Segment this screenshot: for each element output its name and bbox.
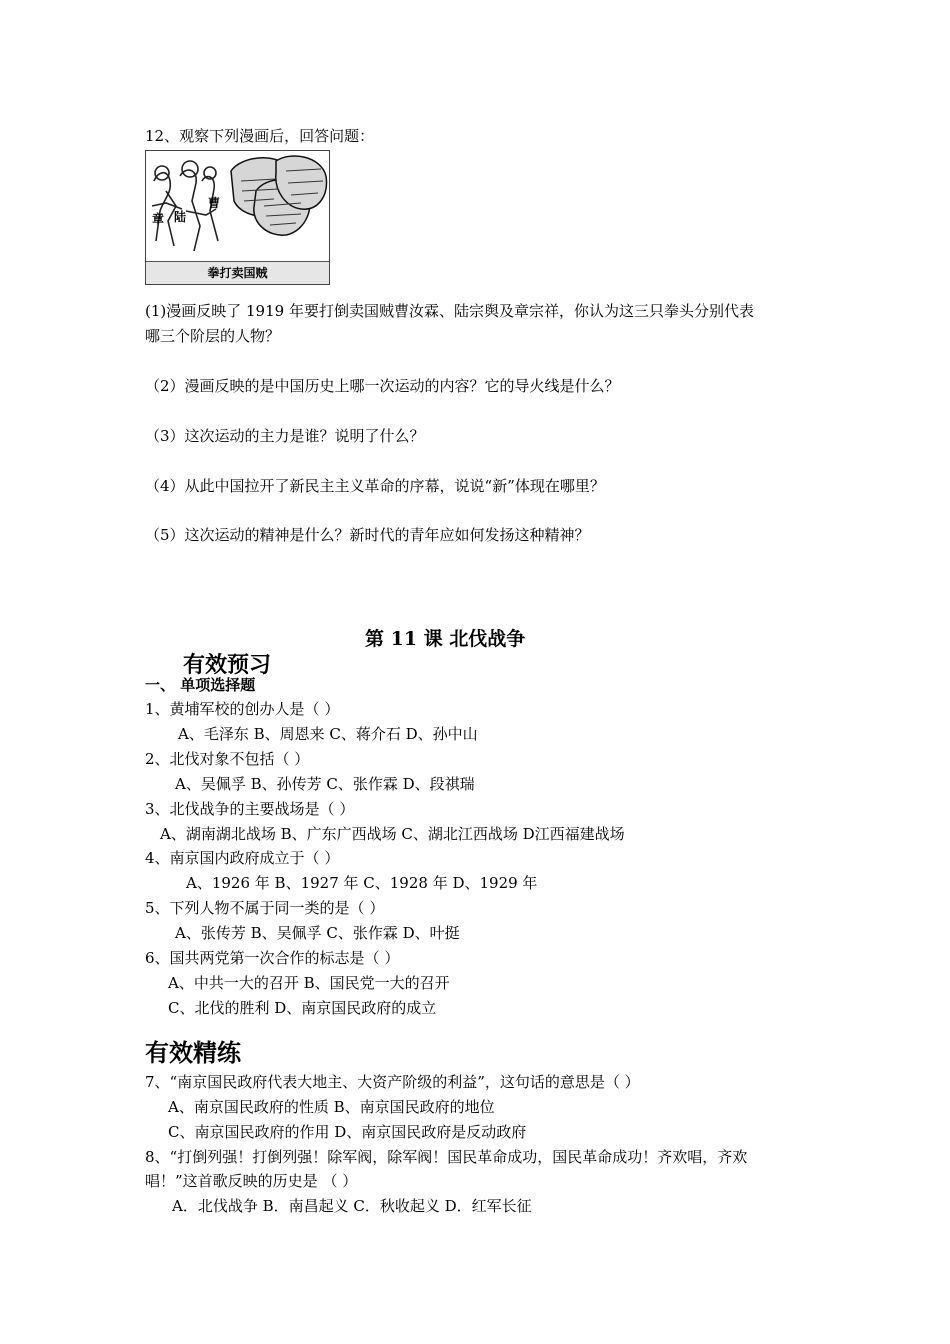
question-stem: 4、南京国内政府成立于（ ） <box>145 849 340 867</box>
practice-heading: 有效精练 <box>145 1039 241 1067</box>
label-lu: 陆 <box>174 210 187 224</box>
question-stem: 8、“打倒列强！打倒列强！除军阀，除军阀！国民革命成功，国民革命成功！齐欢唱，齐欢 <box>145 1148 748 1166</box>
q12-sub2: （2）漫画反映的是中国历史上哪一次运动的内容？它的导火线是什么？ <box>145 377 620 395</box>
question-options: A、张传芳 B、吴佩孚 C、张作霖 D、叶挺 <box>175 924 460 942</box>
lesson-title: 第 11 课 北伐战争 <box>365 628 526 650</box>
section-single-choice: 一、 单项选择题 <box>145 676 256 694</box>
fist-comic-image <box>145 150 330 285</box>
comic-drawing <box>146 151 329 262</box>
question-stem: 5、下列人物不属于同一类的是（ ） <box>145 899 385 917</box>
question-options: C、南京国民政府的作用 D、南京国民政府是反动政府 <box>168 1123 527 1141</box>
question-stem: 1、黄埔军校的创办人是（ ） <box>145 700 340 718</box>
label-cao: 曹 <box>208 196 221 210</box>
question-options: A．北伐战争 B．南昌起义 C．秋收起义 D．红军长征 <box>172 1197 532 1215</box>
question-options: A、中共一大的召开 B、国民党一大的召开 <box>168 974 450 992</box>
question-options: A、南京国民政府的性质 B、南京国民政府的地位 <box>168 1098 495 1116</box>
question-stem: 6、国共两党第一次合作的标志是（ ） <box>145 949 400 967</box>
question-options: A、湖南湖北战场 B、广东广西战场 C、湖北江西战场 D江西福建战场 <box>160 825 625 843</box>
q12-sub4: （4）从此中国拉开了新民主主义革命的序幕，说说“新”体现在哪里？ <box>145 477 605 495</box>
question-options: A、1926 年 B、1927 年 C、1928 年 D、1929 年 <box>186 874 538 892</box>
question-options: A、吴佩孚 B、孙传芳 C、张作霖 D、段祺瑞 <box>175 775 475 793</box>
q12-sub5: （5）这次运动的精神是什么？新时代的青年应如何发扬这种精神？ <box>145 526 590 544</box>
q12-sub1-line1: (1)漫画反映了 1919 年要打倒卖国贼曹汝霖、陆宗舆及章宗祥，你认为这三只拳头分别代表 <box>145 302 754 320</box>
label-zhang: 章 <box>152 212 165 226</box>
preview-heading: 有效预习 <box>183 653 272 678</box>
question-stem-cont: 唱！”这首歌反映的历史是 （ ） <box>145 1172 358 1190</box>
q12-intro: 12、观察下列漫画后，回答问题： <box>145 127 375 145</box>
q12-sub1-line2: 哪三个阶层的人物？ <box>145 327 281 345</box>
comic-caption: 拳打卖国贼 <box>146 261 329 284</box>
question-options: A、毛泽东 B、周恩来 C、蒋介石 D、孙中山 <box>178 725 478 743</box>
question-stem: 3、北伐战争的主要战场是（ ） <box>145 800 355 818</box>
q12-sub3: （3）这次运动的主力是谁？说明了什么？ <box>145 427 425 445</box>
question-stem: 7、“南京国民政府代表大地主、大资产阶级的利益”，这句话的意思是（ ） <box>145 1073 640 1091</box>
question-stem: 2、北伐对象不包括（ ） <box>145 750 310 768</box>
question-options: C、北伐的胜利 D、南京国民政府的成立 <box>168 999 437 1017</box>
